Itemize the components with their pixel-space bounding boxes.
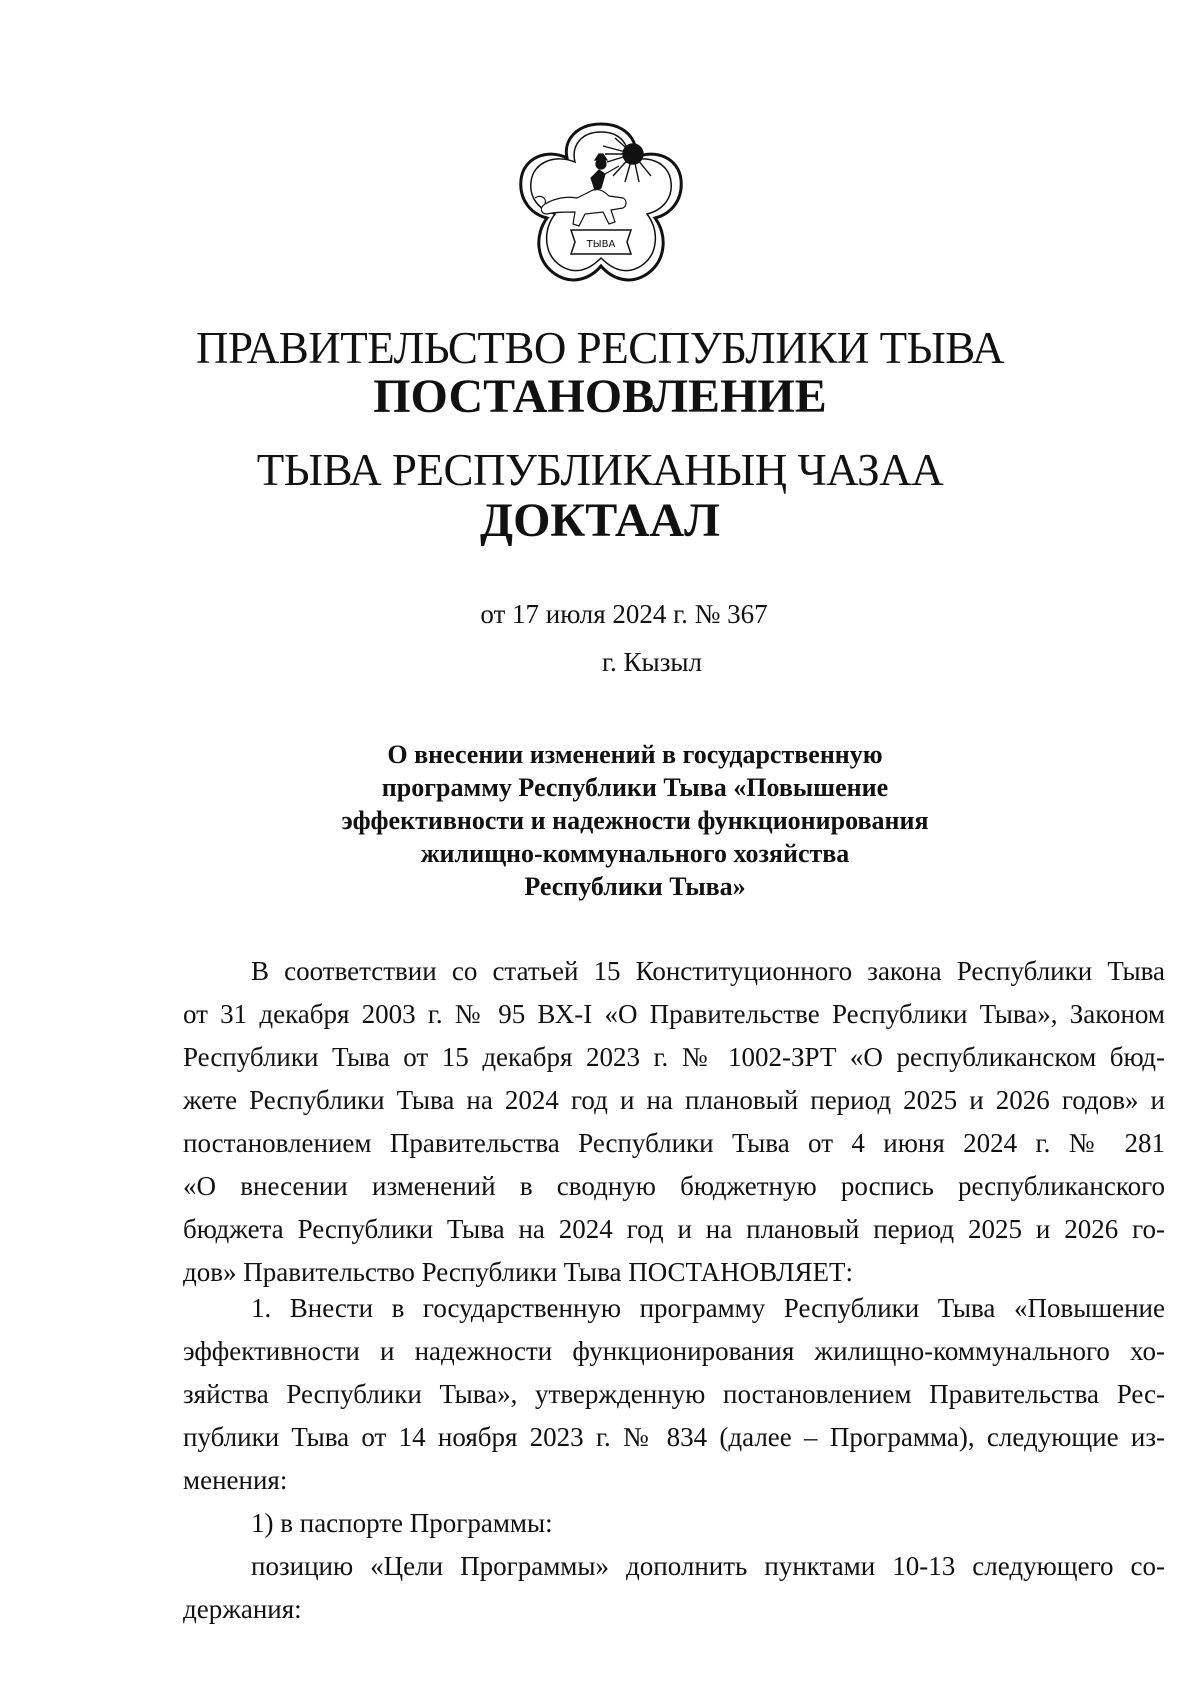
text-line: жете Республики Тыва на 2024 год и на плановый период 2025 и 2026 годов» и: [183, 1085, 1165, 1115]
text-line: позицию «Цели Программы» дополнить пунктами 10-13 следующего со-: [251, 1551, 1165, 1581]
item-1-paragraph: [183, 1287, 1165, 1631]
text-line: 1) в паспорте Программы:: [251, 1508, 553, 1538]
document-type-ru: ПОСТАНОВЛЕНИЕ: [373, 370, 827, 423]
text-line: 1. Внести в государственную программу Республики Тыва «Повышение: [251, 1293, 1165, 1323]
decree-date-number: от 17 июля 2024 г. № 367: [480, 599, 768, 629]
svg-text:ТЫВА: ТЫВА: [586, 239, 616, 250]
text-line: эффективности и надежности функционирования жилищно-коммунального хо-: [183, 1336, 1165, 1366]
decree-city: г. Кызыл: [602, 647, 702, 677]
text-line: зяйства Республики Тыва», утвержденную постановлением Правительства Рес-: [183, 1379, 1165, 1409]
government-title-tyv: ТЫВА РЕСПУБЛИКАНЫҢ ЧАЗАА: [256, 445, 944, 495]
subject-line: жилищно-коммунального хозяйства: [420, 839, 850, 868]
subject-line: О внесении изменений в государственную: [387, 740, 883, 769]
text-line: дов» Правительство Республики Тыва ПОСТАНОВЛЯЕТ:: [183, 1257, 853, 1287]
text-line: от 31 декабря 2003 г. № 95 ВХ-I «О Правительстве Республики Тыва», Законом: [183, 999, 1165, 1029]
subject-line: программу Республики Тыва «Повышение: [381, 773, 889, 802]
text-line: публики Тыва от 14 ноября 2023 г. № 834 (далее – Программа), следующие из-: [183, 1422, 1165, 1452]
text-line: «О внесении изменений в сводную бюджетную роспись республиканского: [183, 1171, 1165, 1201]
text-line: держания:: [183, 1594, 302, 1624]
republic-of-tyva-emblem: [515, 118, 687, 290]
text-line: бюджета Республики Тыва на 2024 год и на плановый период 2025 и 2026 го-: [183, 1214, 1165, 1244]
decree-subject: [290, 738, 980, 903]
document-type-tyv: ДОКТААЛ: [480, 494, 720, 547]
subject-line: эффективности и надежности функционирования: [341, 806, 929, 835]
preamble-paragraph: [183, 950, 1165, 1294]
government-title-ru: ПРАВИТЕЛЬСТВО РЕСПУБЛИКИ ТЫВА: [196, 323, 1004, 373]
subject-line: Республики Тыва»: [524, 872, 746, 901]
text-line: менения:: [183, 1465, 288, 1495]
text-line: Республики Тыва от 15 декабря 2023 г. № 1002-ЗРТ «О республиканском бюд-: [183, 1042, 1165, 1072]
text-line: В соответствии со статьей 15 Конституционного закона Республики Тыва: [251, 956, 1165, 986]
text-line: постановлением Правительства Республики Тыва от 4 июня 2024 г. № 281: [183, 1128, 1165, 1158]
